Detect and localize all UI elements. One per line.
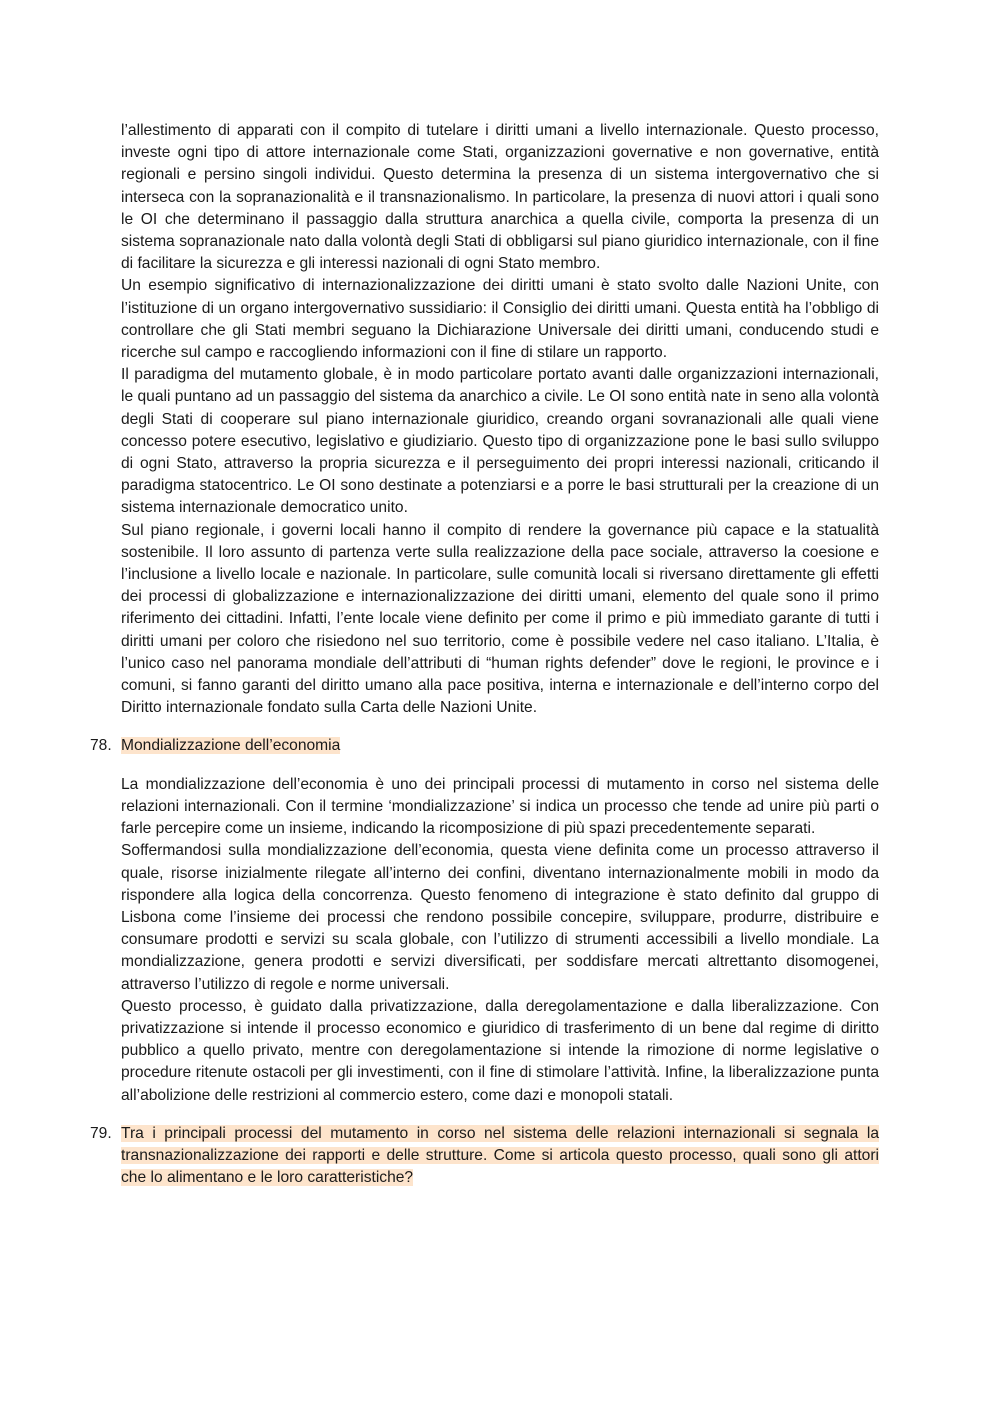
body-paragraph: Sul piano regionale, i governi locali hanno il compito di rendere la governance più capace e la statualità sostenibile. Il loro assunto di partenza verte sulla realizzazione della pace sociale, attraverso la coesione e l’inclusione a livello locale e nazionale. In particolare, sulle comunità locali si riversano direttamente gli effetti dei processi di globalizzazione e internazionalizzazione dei diritti umani, elemento del quale sono il primo riferimento dei cittadini. Infatti, l’ente locale viene definito per come il primo e più immediato garante di tutti i diritti umani per coloro che risiedono nel suo territorio, come è possibile vedere nel caso italiano. L’Italia, è l’unico caso nel panorama mondiale dell’attributi di “human rights defender” dove le regioni, le province e i comuni, si fanno garanti del diritto umano alla pace positiva, interna e internazionale e dell’interno corpo del Diritto internazionale fondato sulla Carta delle Nazioni Unite. xyxy=(121,521,879,717)
intro-section xyxy=(121,120,879,719)
body-paragraph: Un esempio significativo di internazionalizzazione dei diritti umani è stato svolto dalle Nazioni Unite, con l’istituzione di un organo intergovernativo sussidiario: il Consiglio dei diritti umani. Questa entità ha l’obbligo di controllare che gli Stati membri seguano la Dichiarazione Universale dei diritti umani, conducendo studi e ricerche sul campo e raccogliendo informazioni con il fine di stilare un rapporto. xyxy=(121,277,879,362)
body-paragraph: Soffermandosi sulla mondializzazione dell’economia, questa viene definita come un processo attraverso il quale, risorse inizialmente rilegate all’interno dei confini, diventano internazionalmente mobili in modo da rispondere alla logica della concorrenza. Questo fenomeno di integrazione è stato definito dal gruppo di Lisbona come l’insieme dei processi che rendono possibile concepire, sviluppare, produrre, distribuire e consumare prodotti e servizi su scala globale, con l’utilizzo di strumenti accessibili a livello mondiale. La mondializzazione, genera prodotti e servizi diversificati, per soddisfare mercati altrettanto disomogenei, attraverso l’utilizzo di regole e norme universali. xyxy=(121,842,879,993)
body-paragraph: La mondializzazione dell’economia è uno dei principali processi di mutamento in corso nel sistema delle relazioni internazionali. Con il termine ‘mondializzazione’ si indica un processo che tende ad unire più parti o farle percepire come un insieme, indicando la ricomposizione di più spazi precedentemente separati. xyxy=(121,775,879,838)
body-paragraph: l’allestimento di apparati con il compito di tutelare i diritti umani a livello internazionale. Questo processo, investe ogni tipo di attore internazionale come Stati, organizzazioni governative e non governative, entità regionali e persino singoli individui. Questo determina la presenza di un sistema intergovernativo che si interseca con la sopranazionalità e il transnazionalismo. In particolare, la presenza di nuovi attori i quali sono le OI che determinano il passaggio dalla struttura anarchica a quella civile, comporta la presenza di un sistema sopranazionale nato dalla volontà degli Stati di obbligarsi sul piano giuridico internazionale, con il fine di facilitare la sicurezza e gli interessi nazionali di ogni Stato membro. xyxy=(121,122,879,273)
body-paragraph: Questo processo, è guidato dalla privatizzazione, dalla deregolamentazione e dalla liberalizzazione. Con privatizzazione si intende il processo economico e giuridico di trasferimento di un bene dal regime di diritto pubblico a quello privato, mentre con deregolamentazione si intende la rimozione di norme legislative o procedure ritenute ostacoli per gli investimenti, con il fine di stimolare l’attività. Infine, la liberalizzazione punta all’abolizione delle restrizioni al commercio estero, come dazi e monopoli statali. xyxy=(121,997,879,1104)
section-heading-78 xyxy=(90,735,879,757)
section-heading-79 xyxy=(90,1123,879,1190)
section-title-highlighted: Mondializzazione dell’economia xyxy=(121,737,341,755)
section-78-body xyxy=(121,774,879,1107)
body-paragraph: Il paradigma del mutamento globale, è in modo particolare portato avanti dalle organizzazioni internazionali, le quali puntano ad un passaggio del sistema da anarchico a civile. Le OI sono entità nate in seno alla volontà degli Stati di cooperare sul piano internazionale giuridico, creando organi sovranazionali alle quali viene concesso potere esecutivo, legislativo e giudiziario. Questo tipo di organizzazione pone le basi sullo sviluppo di ogni Stato, attraverso la propria sicurezza e il perseguimento dei propri interessi nazionali, criticando il paradigma statocentrico. Le OI sono destinate a potenziarsi e a porre le basi strutturali per la creazione di un sistema internazionale democratico unito. xyxy=(121,366,879,517)
page-content xyxy=(90,120,879,1205)
section-number: 78. xyxy=(90,737,112,755)
section-number: 79. xyxy=(90,1124,112,1142)
section-question-highlighted: Tra i principali processi del mutamento in corso nel sistema delle relazioni internazionali si segnala la transnazionalizzazione dei rapporti e delle strutture. Come si articola questo processo, quali sono gli attori che lo alimentano e le loro caratteristiche? xyxy=(121,1124,879,1187)
